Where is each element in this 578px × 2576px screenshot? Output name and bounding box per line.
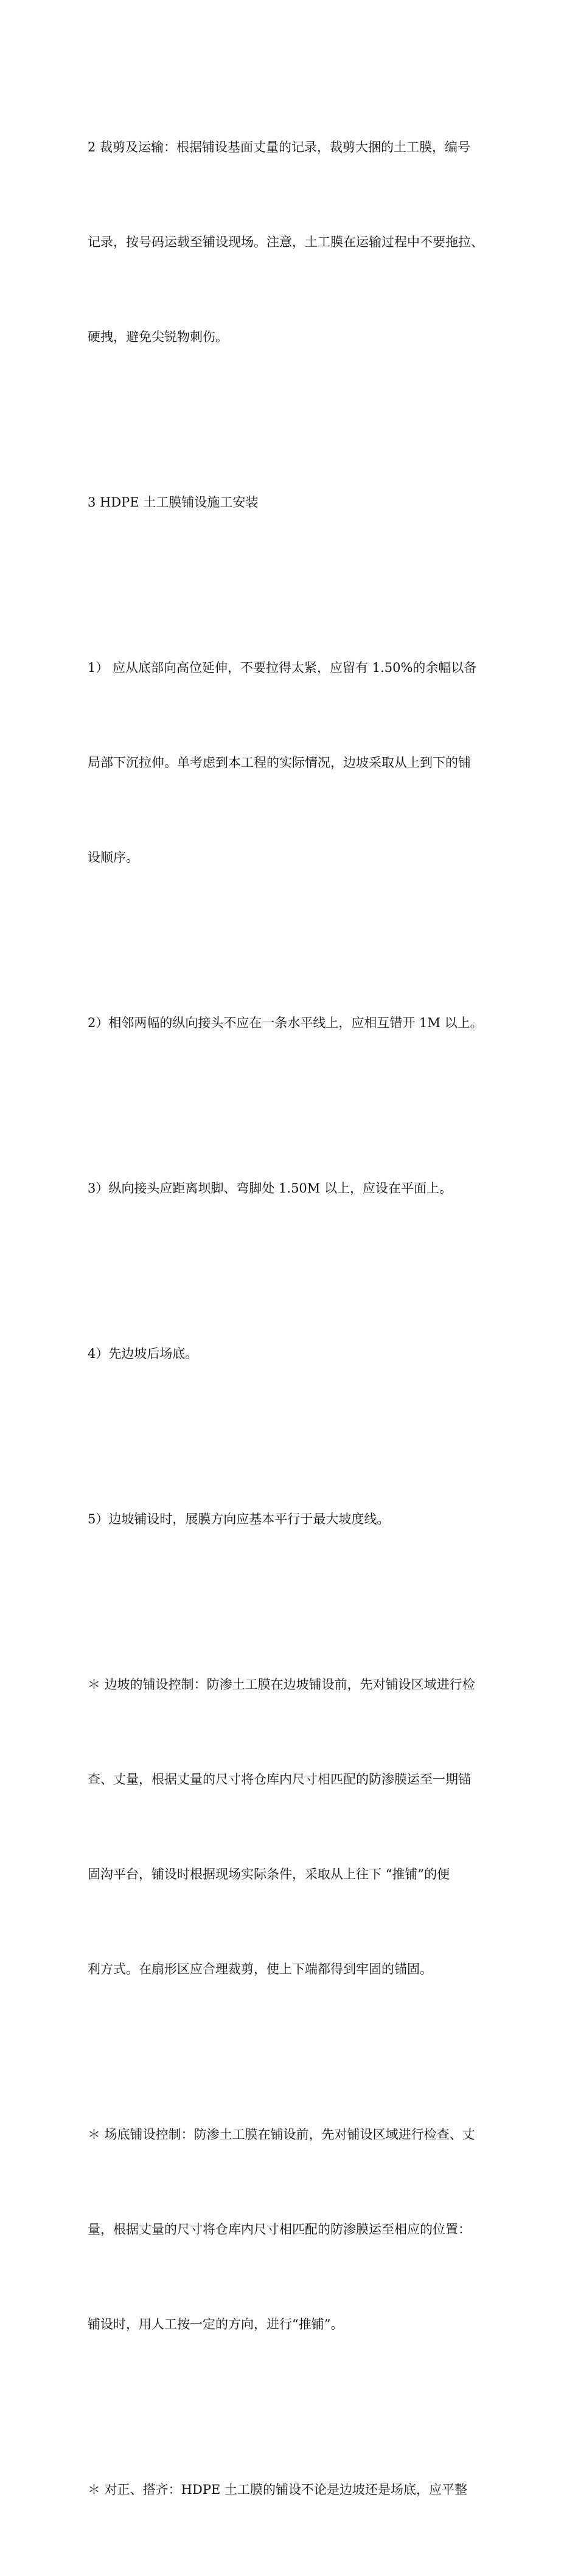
paragraph-line: ＊ 对正、搭齐：HDPE 土工膜的铺设不论是边坡还是场底，应平整: [88, 2482, 467, 2497]
paragraph-line: 3 HDPE 土工膜铺设施工安装: [88, 495, 259, 510]
paragraph-line: 2）相邻两幅的纵向接头不应在一条水平线上，应相互错开 1M 以上。: [88, 1016, 483, 1030]
paragraph-line: 5）边坡铺设时，展膜方向应基本平行于最大坡度线。: [88, 1512, 390, 1526]
document-page: [88, 68, 495, 2576]
paragraph-cutting-transport: [88, 68, 495, 416]
paragraph-line: 3）纵向接头应距离坝脚、弯脚处 1.50M 以上，应设在平面上。: [88, 1181, 452, 1196]
paragraph-line: 设顺序。: [88, 850, 139, 865]
paragraph-line: 硬拽，避免尖锐物刺伤。: [88, 330, 228, 344]
paragraph-line: 记录，按号码运载至铺设现场。注意，土工膜在运输过程中不要拖拉、: [88, 235, 484, 249]
paragraph-line: ＊ 场底铺设控制：防渗土工膜在铺设前，先对铺设区域进行检查、丈: [88, 2127, 475, 2142]
note-alignment: [88, 2411, 495, 2569]
paragraph-line: 固沟平台，铺设时根据现场实际条件，采取从上往下 “推铺”的便: [88, 1867, 450, 1882]
paragraph-line: 量，根据丈量的尺寸将仓库内尺寸相匹配的防渗膜运至相应的位置：: [88, 2222, 471, 2237]
paragraph-line: 2 裁剪及运输：根据铺设基面丈量的记录，裁剪大捆的土工膜，编号: [88, 140, 471, 154]
note-slope-control: [88, 1605, 495, 2048]
paragraph-line: 1） 应从底部向高位延伸，不要拉得太紧，应留有 1.50%的余幅以备: [88, 660, 477, 675]
paragraph-line: 局部下沉拉伸。单考虑到本工程的实际情况，边坡采取从上到下的铺: [88, 755, 471, 770]
paragraph-line: 利方式。在扇形区应合理裁剪，使上下端都得到牢固的锚固。: [88, 1962, 433, 1976]
paragraph-line: 铺设时，用人工按一定的方向，进行“推铺”。: [88, 2317, 344, 2332]
section-heading-hdpe-installation: [88, 423, 495, 581]
list-item-1: [88, 589, 495, 937]
list-item-5: [88, 1440, 495, 1598]
paragraph-line: ＊ 边坡的铺设控制：防渗土工膜在边坡铺设前，先对铺设区域进行检: [88, 1677, 475, 1692]
list-item-3: [88, 1109, 495, 1267]
list-item-4: [88, 1275, 495, 1433]
list-item-2: [88, 944, 495, 1102]
paragraph-line: 查、丈量，根据丈量的尺寸将仓库内尺寸相匹配的防渗膜运至一期锚: [88, 1772, 471, 1787]
note-bottom-control: [88, 2055, 495, 2403]
paragraph-line: 4）先边坡后场底。: [88, 1346, 198, 1361]
